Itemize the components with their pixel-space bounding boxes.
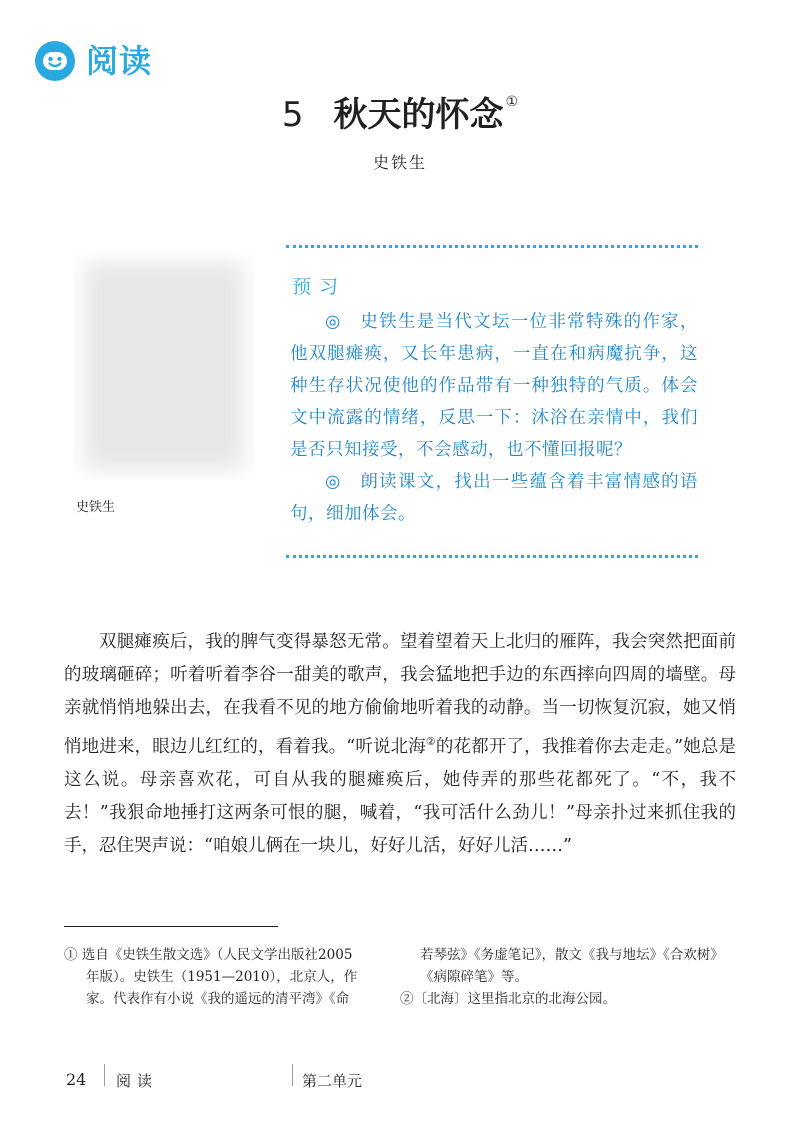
footer-divider: [104, 1064, 105, 1086]
author-photo: [74, 252, 254, 480]
section-header: [34, 40, 152, 82]
body-paragraph: [64, 626, 736, 863]
footnote-1-rest: 年版）。史铁生（1951—2010），北京人，作家。代表作有小说《我的遥远的清平湾》《命: [86, 969, 358, 1007]
footer-unit-label: 第二单元: [302, 1072, 363, 1090]
footnote-marker[interactable]: ②: [425, 735, 436, 748]
footnote-1-line: 选自《史铁生散文选》（人民文学出版社2005: [81, 947, 353, 963]
smiley-icon: [34, 40, 76, 82]
footnote-divider: [64, 926, 278, 927]
photo-caption: 史铁生: [76, 500, 116, 515]
body-text-part: 的花都开了，我推着你去走走。”她总是这么说。母亲喜欢花，可自从我的腿瘫痪后，她侍弄的那些花都死了。“不，我不去！”我狠命地捶打这两条可恨的腿，喊着，“我可活什么劲儿！”母亲扑过来抓住我的手，忍住哭声说：“咱娘儿俩在一块儿，好好儿活，好好儿活……”: [64, 737, 736, 856]
lesson-title-text: 秋天的怀念: [333, 95, 504, 135]
lesson-number: 5: [281, 95, 304, 135]
footnote-1-first-line: [64, 944, 362, 966]
page-number: 24: [66, 1070, 87, 1089]
title-footnote-marker[interactable]: ①: [505, 94, 519, 110]
footnote-1: [64, 944, 362, 1010]
preview-bottom-divider: [286, 555, 698, 558]
section-label: 阅读: [86, 42, 153, 80]
footer-divider: [292, 1064, 293, 1086]
lesson-title: [0, 80, 800, 137]
footnote-2: ②〔北海〕这里指北京的北海公园。: [400, 991, 616, 1007]
preview-item: ◎ 朗读课文，找出一些蕴含着丰富情感的语句，细加体会。: [290, 472, 698, 524]
preview-top-divider: [286, 245, 698, 248]
preview-item: ◎ 史铁生是当代文坛一位非常特殊的作家，他双腿瘫痪，又长年患病，一直在和病魔抗争，这种生存状况使他的作品带有一种独特的气质。体会文中流露的情绪，反思一下：沐浴在亲情中，我们是否只知接受，不会感动，也不懂回报呢？: [290, 312, 698, 460]
body-text-part: 双腿瘫痪后，我的脾气变得暴怒无常。望着望着天上北归的雁阵，我会突然把面前的玻璃砸碎；听着听着李谷一甜美的歌声，我会猛地把手边的东西摔向四周的墙壁。母亲就悄悄地躲出去，在我看不见的地方偷偷地听着我的动静。当一切恢复沉寂，她又悄悄地进来，眼边儿红红的，看着我。“听说北海: [64, 632, 736, 757]
footer-section-label: 阅读: [116, 1072, 159, 1090]
footnote-1-continued: 若琴弦》《务虚笔记》，散文《我与地坛》《合欢树》《病隙碎笔》等。: [420, 947, 717, 985]
author-name: 史铁生: [372, 153, 427, 172]
preview-heading: 预习: [292, 276, 347, 298]
footnote-1-marker: ①: [64, 947, 78, 963]
